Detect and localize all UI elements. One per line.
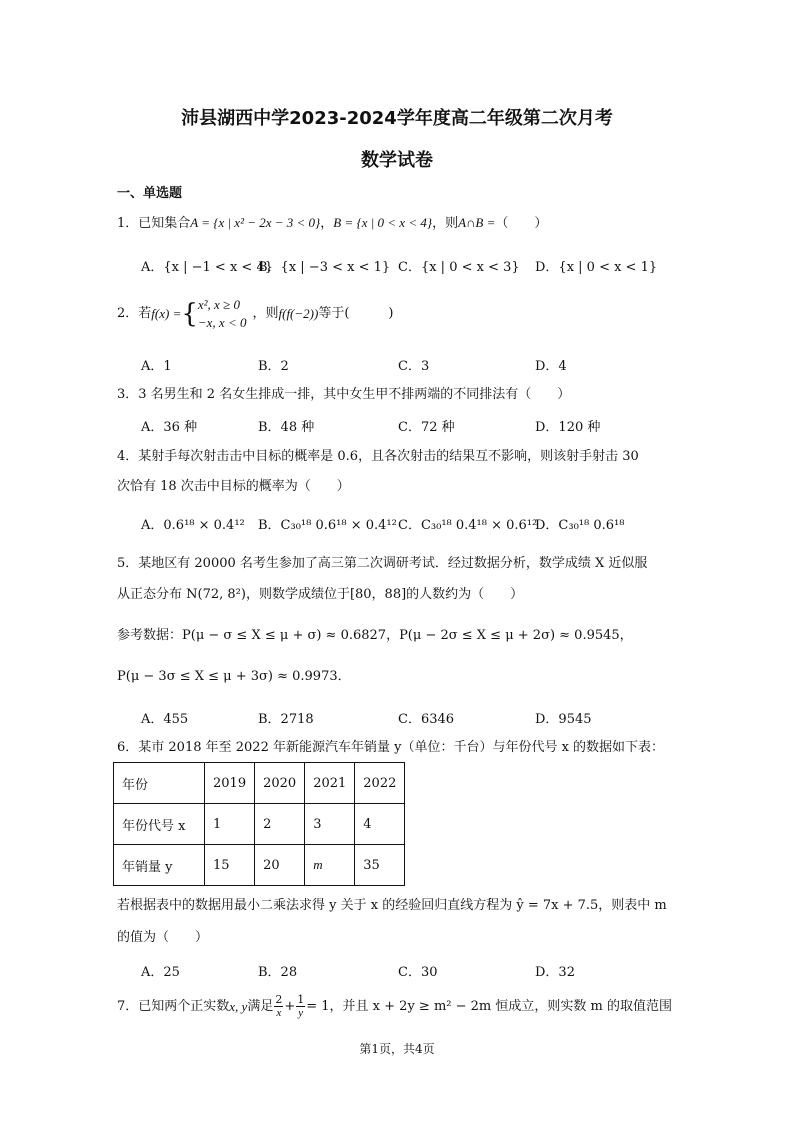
question-2-stem: 2．若f(x) ={ x², x ≥ 0 −x, x < 0 ，则f(f(−2))等于( ) (117, 297, 394, 330)
question-1-option-d[interactable]: D．{x | 0 < x < 1} (535, 260, 658, 275)
question-5-option-b[interactable]: B．2718 (258, 712, 314, 727)
question-4-option-a[interactable]: A．0.6¹⁸ × 0.4¹² (141, 518, 245, 533)
question-5-stem-line-1: 5．某地区有 20000 名考生参加了高三第二次调研考试．经过数据分析，数学成绩 X 近似服 (117, 556, 648, 571)
table-cell: 1 (205, 804, 255, 845)
question-3-stem: 3．3 名男生和 2 名女生排成一排，其中女生甲不排两端的不同排法有（ ） (117, 387, 571, 402)
question-3-option-d[interactable]: D．120 种 (535, 420, 601, 435)
table-cell: m (305, 845, 355, 886)
table-cell: 年份 (114, 763, 205, 804)
question-6-stem-line-3: 的值为（ ） (117, 930, 209, 945)
table-cell: 3 (305, 804, 355, 845)
page-title: 沛县湖西中学2023-2024学年度高二年级第二次月考 (181, 108, 613, 129)
fraction: $\frac{2}{x}$ (275, 993, 283, 1019)
question-6-stem-line-2: 若根据表中的数据用最小二乘法求得 y 关于 x 的经验回归直线方程为 ŷ = 7x + 7.5，则表中 m (117, 898, 667, 913)
question-3-option-a[interactable]: A．36 种 (141, 420, 198, 435)
question-2-option-d[interactable]: D．4 (535, 359, 567, 374)
question-3-option-b[interactable]: B．48 种 (258, 420, 315, 435)
table-cell: 年销量 y (114, 845, 205, 886)
question-2-option-c[interactable]: C．3 (398, 359, 430, 374)
question-6-option-b[interactable]: B．28 (258, 965, 298, 980)
page-subtitle: 数学试卷 (361, 150, 433, 171)
table-cell: 2022 (355, 763, 405, 804)
question-6-stem: 6．某市 2018 年至 2022 年新能源汽车年销量 y（单位：千台）与年份代号 x 的数据如下表： (117, 740, 665, 755)
question-1-option-a[interactable]: A．{x | −1 < x < 4} (141, 260, 273, 275)
table-cell: 2020 (255, 763, 305, 804)
question-5-option-d[interactable]: D．9545 (535, 712, 592, 727)
question-1-option-c[interactable]: C．{x | 0 < x < 3} (398, 260, 520, 275)
question-4-option-c[interactable]: C．C₃₀¹⁸ 0.4¹⁸ × 0.6¹² (398, 518, 538, 533)
question-4-option-b[interactable]: B．C₃₀¹⁸ 0.6¹⁸ × 0.4¹² (258, 518, 397, 533)
question-4-stem-line-1: 4．某射手每次射击击中目标的概率是 0.6，且各次射击的结果互不影响，则该射手射击 30 (117, 449, 639, 464)
piecewise-cases: x², x ≥ 0 −x, x < 0 (197, 297, 247, 330)
question-2-option-b[interactable]: B．2 (258, 359, 289, 374)
question-3-option-c[interactable]: C．72 种 (398, 420, 455, 435)
table-cell: 20 (255, 845, 305, 886)
table-cell: 4 (355, 804, 405, 845)
table-cell: 2 (255, 804, 305, 845)
table-cell: 2019 (205, 763, 255, 804)
table-row (114, 804, 405, 845)
question-2-option-a[interactable]: A．1 (141, 359, 172, 374)
table-cell: 2021 (305, 763, 355, 804)
question-4-stem-line-2: 次恰有 18 次击中目标的概率为（ ） (117, 479, 350, 494)
table-cell: 年份代号 x (114, 804, 205, 845)
table-row (114, 845, 405, 886)
question-6-option-a[interactable]: A．25 (141, 965, 180, 980)
data-table (113, 762, 405, 886)
question-5-reference-data-cont: P(μ − 3σ ≤ X ≤ μ + 3σ) ≈ 0.9973． (117, 669, 351, 684)
question-5-option-c[interactable]: C．6346 (398, 712, 455, 727)
question-1-stem: 1．已知集合A = {x | x² − 2x − 3 < 0}，B = {x | 0 < x < 4}，则A∩B =（ ） (117, 215, 548, 231)
question-6-option-d[interactable]: D．32 (535, 965, 575, 980)
page-footer: 第1页，共4页 (359, 1042, 435, 1056)
table-cell: 35 (355, 845, 405, 886)
question-5-option-a[interactable]: A．455 (141, 712, 189, 727)
table-row (114, 763, 405, 804)
question-4-option-d[interactable]: D．C₃₀¹⁸ 0.6¹⁸ (535, 518, 625, 533)
question-7-stem: 7．已知两个正实数x, y满足 $\frac{2}{x}$ + $\frac{1}{y}$ = 1，并且 x + 2y ≥ m² − 2m 恒成立，则实数 m 的取值范围 (117, 993, 672, 1019)
section-heading: 一、单选题 (117, 186, 183, 201)
question-6-option-c[interactable]: C．30 (398, 965, 438, 980)
question-5-stem-line-2: 从正态分布 N(72, 8²)，则数学成绩位于[80，88]的人数约为（ ） (117, 587, 524, 602)
question-5-reference-data: 参考数据：P(μ − σ ≤ X ≤ μ + σ) ≈ 0.6827，P(μ − 2σ ≤ X ≤ μ + 2σ) ≈ 0.9545， (117, 628, 633, 643)
table-cell: 15 (205, 845, 255, 886)
question-1-option-b[interactable]: B．{x | −3 < x < 1} (258, 260, 391, 275)
fraction: $\frac{1}{y}$ (297, 993, 305, 1019)
piecewise-brace: { (181, 299, 198, 329)
